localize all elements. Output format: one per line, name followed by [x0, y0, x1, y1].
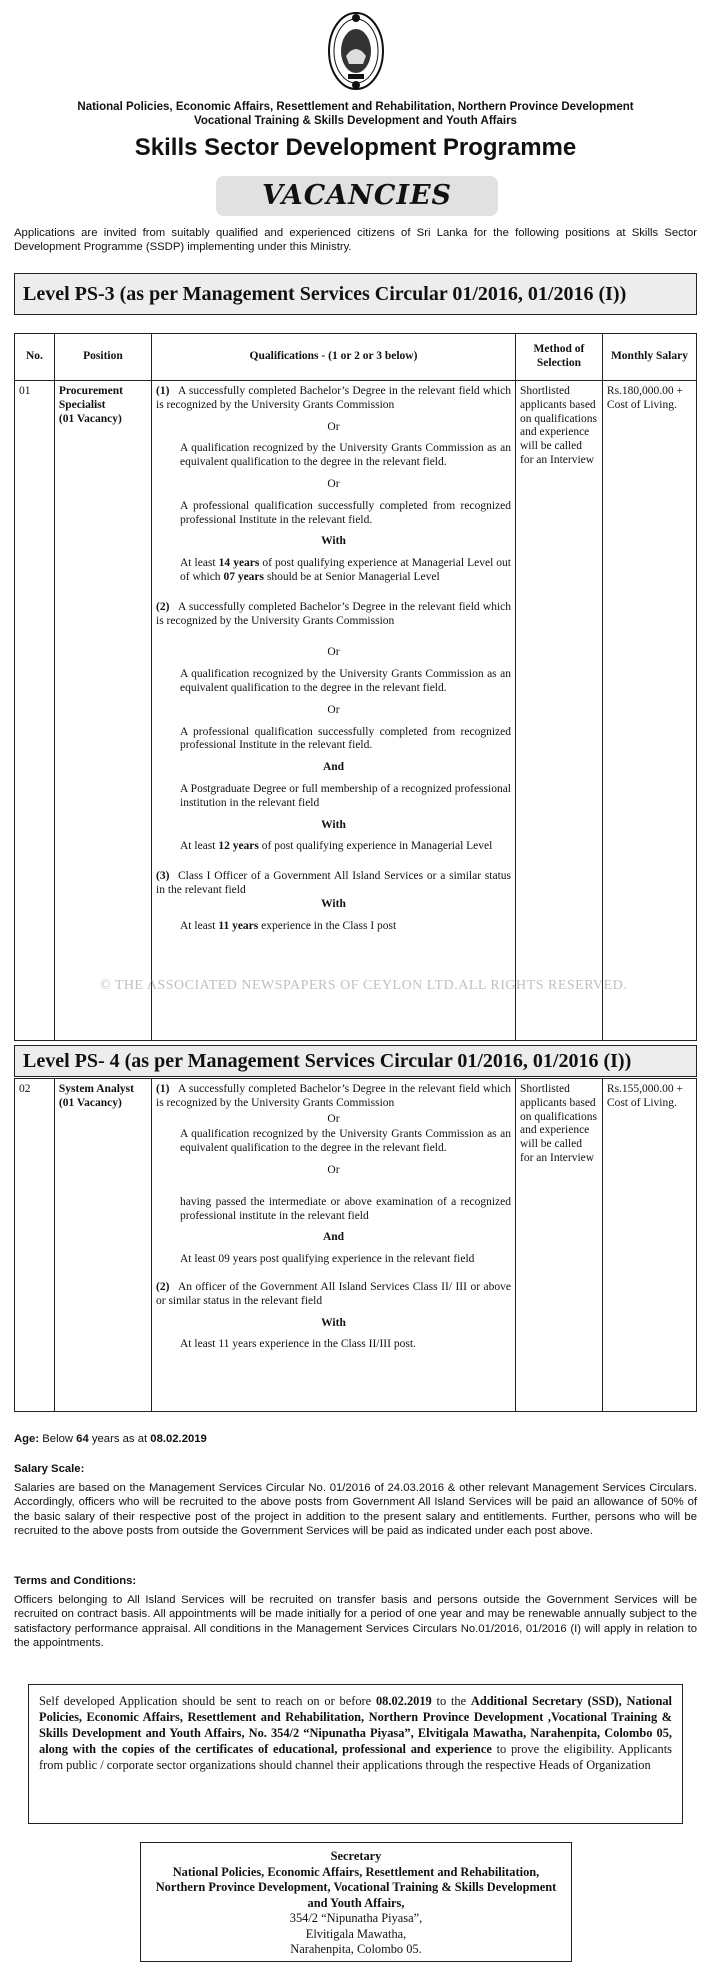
- qualification-option-2: (2) A successfully completed Bachelor’s Degree in the relevant field which is recognized by the University Grants Commission Or A qualification recognized by the University Grants Commission as an equivalent qualification to the degree in the relevant field. Or A professional qualification successfully completed from recognized professional Institute in the relevant field. And A Postgraduate Degree or full membership of a recognized professional institution in the relevant field With At least 12 years of post qualifying experience in Managerial Level: [156, 600, 511, 853]
- qualifications-cell: [152, 1079, 516, 1412]
- selection-method-cell: Shortlisted applicants based on qualifications and experience will be called for an Interview: [516, 1079, 603, 1412]
- qualification-option-2: (2) An officer of the Government All Island Services Class II/ III or above or similar status in the relevant field With At least 11 years experience in the Class II/III post.: [156, 1280, 511, 1351]
- header-position: Position: [54, 334, 151, 381]
- header-qualifications: Qualifications - (1 or 2 or 3 below): [152, 334, 516, 381]
- qualification-option-1: (1) A successfully completed Bachelor’s Degree in the relevant field which is recognized by the University Grants Commission Or A qualification recognized by the University Grants Commission as an equivalent qualification to the degree in the relevant field. Or A professional qualification successfully completed from recognized professional Institute in the relevant field. With At least 14 years of post qualifying experience at Managerial Level out of which 07 years should be at Senior Managerial Level: [156, 385, 511, 583]
- salary-scale-section: [14, 1462, 697, 1539]
- level-ps3-heading: Level PS-3 (as per Management Services Circular 01/2016, 01/2016 (I)): [14, 273, 697, 313]
- address-line: Elvitigala Mawatha,: [305, 1926, 407, 1941]
- vacancy-table-ps3: [14, 333, 697, 1041]
- table-row: [15, 381, 697, 1041]
- position-cell: Procurement Specialist (01 Vacancy): [54, 381, 151, 1041]
- header-salary: Monthly Salary: [602, 334, 696, 381]
- vacancies-banner: [216, 176, 498, 216]
- salary-cell: Rs.155,000.00 + Cost of Living.: [602, 1079, 696, 1412]
- programme-title: Skills Sector Development Programme: [134, 134, 577, 161]
- terms-body: Officers belonging to All Island Services will be recruited on transfer basis and persons outside the Government Services will be recruited on contract basis. All appointments will be made initially for a period of one year and may be renewable annually subject to the satisfactory performance appraisal. All conditions in the Management Services Circulars No.01/2016, 01/2016 (I) will apply in relation to the appointments.: [14, 1593, 697, 1649]
- salary-cell: Rs.180,000.00 + Cost of Living.: [602, 381, 696, 1041]
- qualification-option-1: (1) A successfully completed Bachelor’s Degree in the relevant field which is recognized by the University Grants Commission Or A qualification recognized by the University Grants Commission as an equivalent qualification to the degree in the relevant field. Or having passed the intermediate or above examination of a recognized professional institute in the relevant field And At least 09 years post qualifying experience in the relevant field: [156, 1083, 511, 1266]
- row-number: 01: [15, 381, 55, 1041]
- qualification-option-3: (3) Class I Officer of a Government All Island Services or a similar status in the relevant field With At least 11 years experience in the Class I post: [156, 870, 511, 932]
- address-line: 354/2 “Nipunatha Piyasa”,: [289, 1911, 423, 1925]
- header-method: Method of Selection: [516, 334, 603, 381]
- selection-method-cell: Shortlisted applicants based on qualifications and experience will be called for an Interview: [516, 381, 603, 1041]
- intro-paragraph: Applications are invited from suitably qualified and experienced citizens of Sri Lanka for the following positions at Skills Sector Development Programme (SSDP) implementing under this Ministry.: [14, 227, 697, 253]
- vacancy-table-ps4: [14, 1078, 697, 1412]
- terms-heading: Terms and Conditions:: [14, 1575, 137, 1587]
- copyright-watermark: © THE ASSOCIATED NEWSPAPERS OF CEYLON LTD.ALL RIGHTS RESERVED.: [100, 978, 628, 993]
- qualifications-cell: [152, 381, 516, 1041]
- header-no: No.: [15, 334, 55, 381]
- age-requirement: Age: Below 64 years as at 08.02.2019: [14, 1433, 207, 1445]
- signature-block: [140, 1842, 572, 1962]
- terms-section: [14, 1574, 697, 1651]
- table-header-row: [15, 334, 697, 381]
- application-instructions: Self developed Application should be sent to reach on or before 08.02.2019 to the Additional Secretary (SSD), National Policies, Economic Affairs, Resettlement and Rehabilitation, Northern Province Development ,Vocational Training & Skills Development and Youth Affairs, No. 354/2 “Nipunatha Piyasa”, Elvitigala Mawatha, Narahenpita, Colombo 05, along with the copies of the certificates of educational, professional and experience to prove the eligibility. Applicants from public / corporate sector organizations should channel their applications through the respective Heads of Organization: [28, 1684, 683, 1824]
- ministry-name: National Policies, Economic Affairs, Resettlement and Rehabilitation, Northern Province Development Vocational Training & Skills Development and Youth Affairs: [77, 101, 634, 127]
- signatory-title: Secretary: [330, 1849, 382, 1863]
- salary-scale-body: Salaries are based on the Management Services Circular No. 01/2016 of 24.03.2016 & other relevant Management Services Circulars. Accordingly, officers who will be recruited to the above posts from Government All Island Services will be paid an allowance of 50% of the basic salary of their respective post of the project in addition to the present salary and entitlements. Further, persons who will be recruited to the above posts from outside the Government Services will be paid as indicated under each post above.: [14, 1481, 697, 1537]
- vacancies-title: VACANCIES: [261, 180, 453, 211]
- salary-scale-heading: Salary Scale:: [14, 1463, 85, 1475]
- position-cell: System Analyst (01 Vacancy): [54, 1079, 151, 1412]
- national-emblem-icon: [326, 8, 386, 93]
- level-ps4-heading: Level PS- 4 (as per Management Services Circular 01/2016, 01/2016 (I)): [14, 1045, 697, 1075]
- signatory-org: National Policies, Economic Affairs, Resettlement and Rehabilitation, Northern Province Development, Vocational Training & Skills Development and Youth Affairs,: [155, 1864, 557, 1910]
- table-row: [15, 1079, 697, 1412]
- address-line: Narahenpita, Colombo 05.: [290, 1942, 422, 1956]
- row-number: 02: [15, 1079, 55, 1412]
